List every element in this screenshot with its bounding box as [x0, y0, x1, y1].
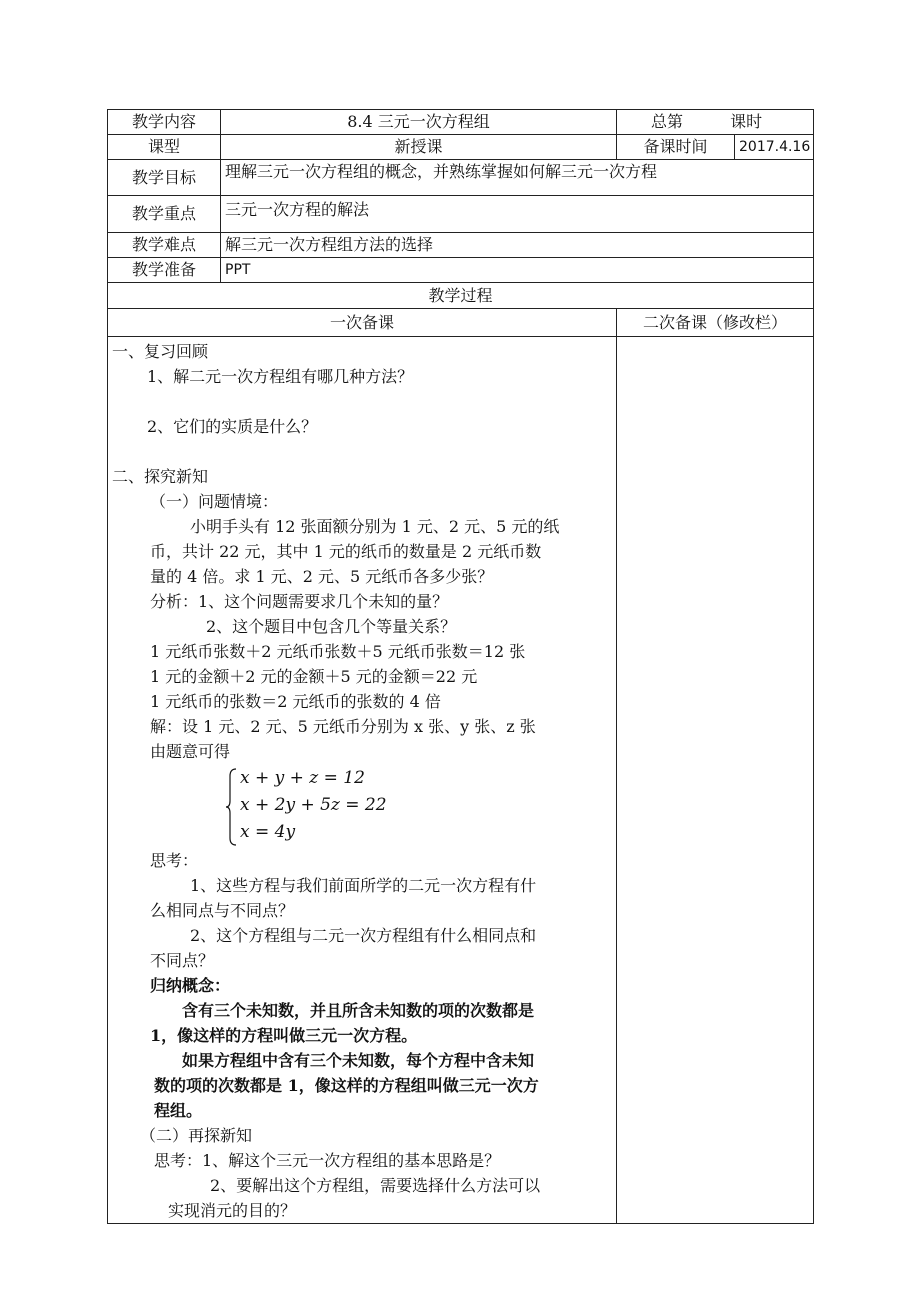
concept-1-line-1: 含有三个未知数，并且所含未知数的项的次数都是 [182, 1001, 535, 1020]
content-label: 教学内容 [108, 110, 221, 135]
row-prep [108, 258, 814, 283]
prep-value: PPT [221, 258, 814, 283]
col-second-header: 二次备课（修改栏） [617, 309, 814, 337]
goal-label: 教学目标 [108, 160, 221, 196]
row-body [108, 337, 814, 1224]
lesson-plan-table [107, 109, 814, 1224]
second-prep-content [617, 337, 814, 1224]
re-think-line-1: 思考：1、解这个三元一次方程组的基本思路是？ [154, 1151, 501, 1170]
solution-line-1: 解：设 1 元、2 元、5 元纸币分别为 x 张、y 张、z 张 [150, 717, 536, 736]
think-1-line-1: 1、这些方程与我们前面所学的二元一次方程有什 [190, 876, 537, 895]
think-2-line-1: 2、这个方程组与二元一次方程组有什么相同点和 [190, 926, 537, 945]
row-process-title [108, 283, 814, 309]
think-1-line-2: 么相同点与不同点？ [150, 901, 295, 920]
left-brace-icon [226, 768, 238, 846]
re-explore-heading: （二）再探新知 [140, 1126, 253, 1145]
review-question-1: 1、解二元一次方程组有哪几种方法？ [147, 367, 414, 386]
relation-line-2: 1 元的金额＋2 元的金额＋5 元的金额＝22 元 [150, 667, 478, 686]
problem-line-3: 量的 4 倍。求 1 元、2 元、5 元纸币各多少张？ [150, 567, 494, 586]
concept-1-line-2: 1，像这样的方程叫做三元一次方程。 [150, 1026, 418, 1045]
re-think-line-3: 实现消元的目的？ [168, 1201, 297, 1220]
row-type [108, 135, 814, 160]
type-label: 课型 [108, 135, 221, 160]
think-label: 思考： [150, 851, 199, 870]
re-think-line-2: 2、要解出这个方程组，需要选择什么方法可以 [210, 1176, 541, 1195]
prep-time-label: 备课时间 [617, 135, 735, 160]
period-cell [617, 110, 814, 135]
col-first-header: 一次备课 [108, 309, 617, 337]
row-goal [108, 160, 814, 196]
prep-label: 教学准备 [108, 258, 221, 283]
section-explore-heading: 二、探究新知 [112, 467, 209, 486]
concept-2-line-3: 程组。 [154, 1101, 203, 1120]
relation-line-1: 1 元纸币张数＋2 元纸币张数＋5 元纸币张数＝12 张 [150, 642, 526, 661]
total-label: 总第 [651, 112, 684, 131]
equation-3: x = 4y [240, 822, 296, 842]
concept-2-line-1: 如果方程组中含有三个未知数，每个方程中含未知 [182, 1051, 535, 1070]
blank-line [112, 389, 612, 414]
blank-line [112, 439, 612, 464]
goal-value: 理解三元一次方程组的概念，并熟练掌握如何解三元一次方程 [221, 160, 814, 196]
row-key [108, 196, 814, 233]
concept-heading: 归纳概念： [150, 976, 231, 995]
think-2-line-2: 不同点？ [150, 951, 215, 970]
first-prep-content [108, 337, 617, 1224]
section-review-heading: 一、复习回顾 [112, 342, 209, 361]
row-difficulty [108, 233, 814, 258]
prep-time-value: 2017.4.16 [735, 135, 814, 160]
problem-line-2: 币，共计 22 元，其中 1 元的纸币的数量是 2 元纸币数 [150, 542, 542, 561]
problem-situation-heading: （一）问题情境： [150, 492, 279, 511]
key-label: 教学重点 [108, 196, 221, 233]
equation-2: x + 2y + 5z = 22 [240, 795, 387, 815]
row-columns [108, 309, 814, 337]
relation-line-3: 1 元纸币的张数＝2 元纸币的张数的 4 倍 [150, 692, 441, 711]
review-question-2: 2、它们的实质是什么？ [147, 417, 318, 436]
key-value: 三元一次方程的解法 [221, 196, 814, 233]
row-content [108, 110, 814, 135]
concept-2-line-2: 数的项的次数都是 1，像这样的方程组叫做三元一次方 [154, 1076, 539, 1095]
problem-line-1: 小明手头有 12 张面额分别为 1 元、2 元、5 元的纸 [190, 517, 560, 536]
difficulty-label: 教学难点 [108, 233, 221, 258]
equation-1: x + y + z = 12 [240, 768, 365, 788]
process-title: 教学过程 [108, 283, 814, 309]
difficulty-value: 解三元一次方程组方法的选择 [221, 233, 814, 258]
equation-system [226, 768, 612, 848]
type-value: 新授课 [221, 135, 617, 160]
analysis-line-2: 2、这个题目中包含几个等量关系？ [206, 617, 457, 636]
analysis-line-1: 分析：1、这个问题需要求几个未知的量？ [150, 592, 449, 611]
content-value: 8.4 三元一次方程组 [221, 110, 617, 135]
period-label: 课时 [730, 112, 763, 131]
solution-line-2: 由题意可得 [150, 742, 231, 761]
